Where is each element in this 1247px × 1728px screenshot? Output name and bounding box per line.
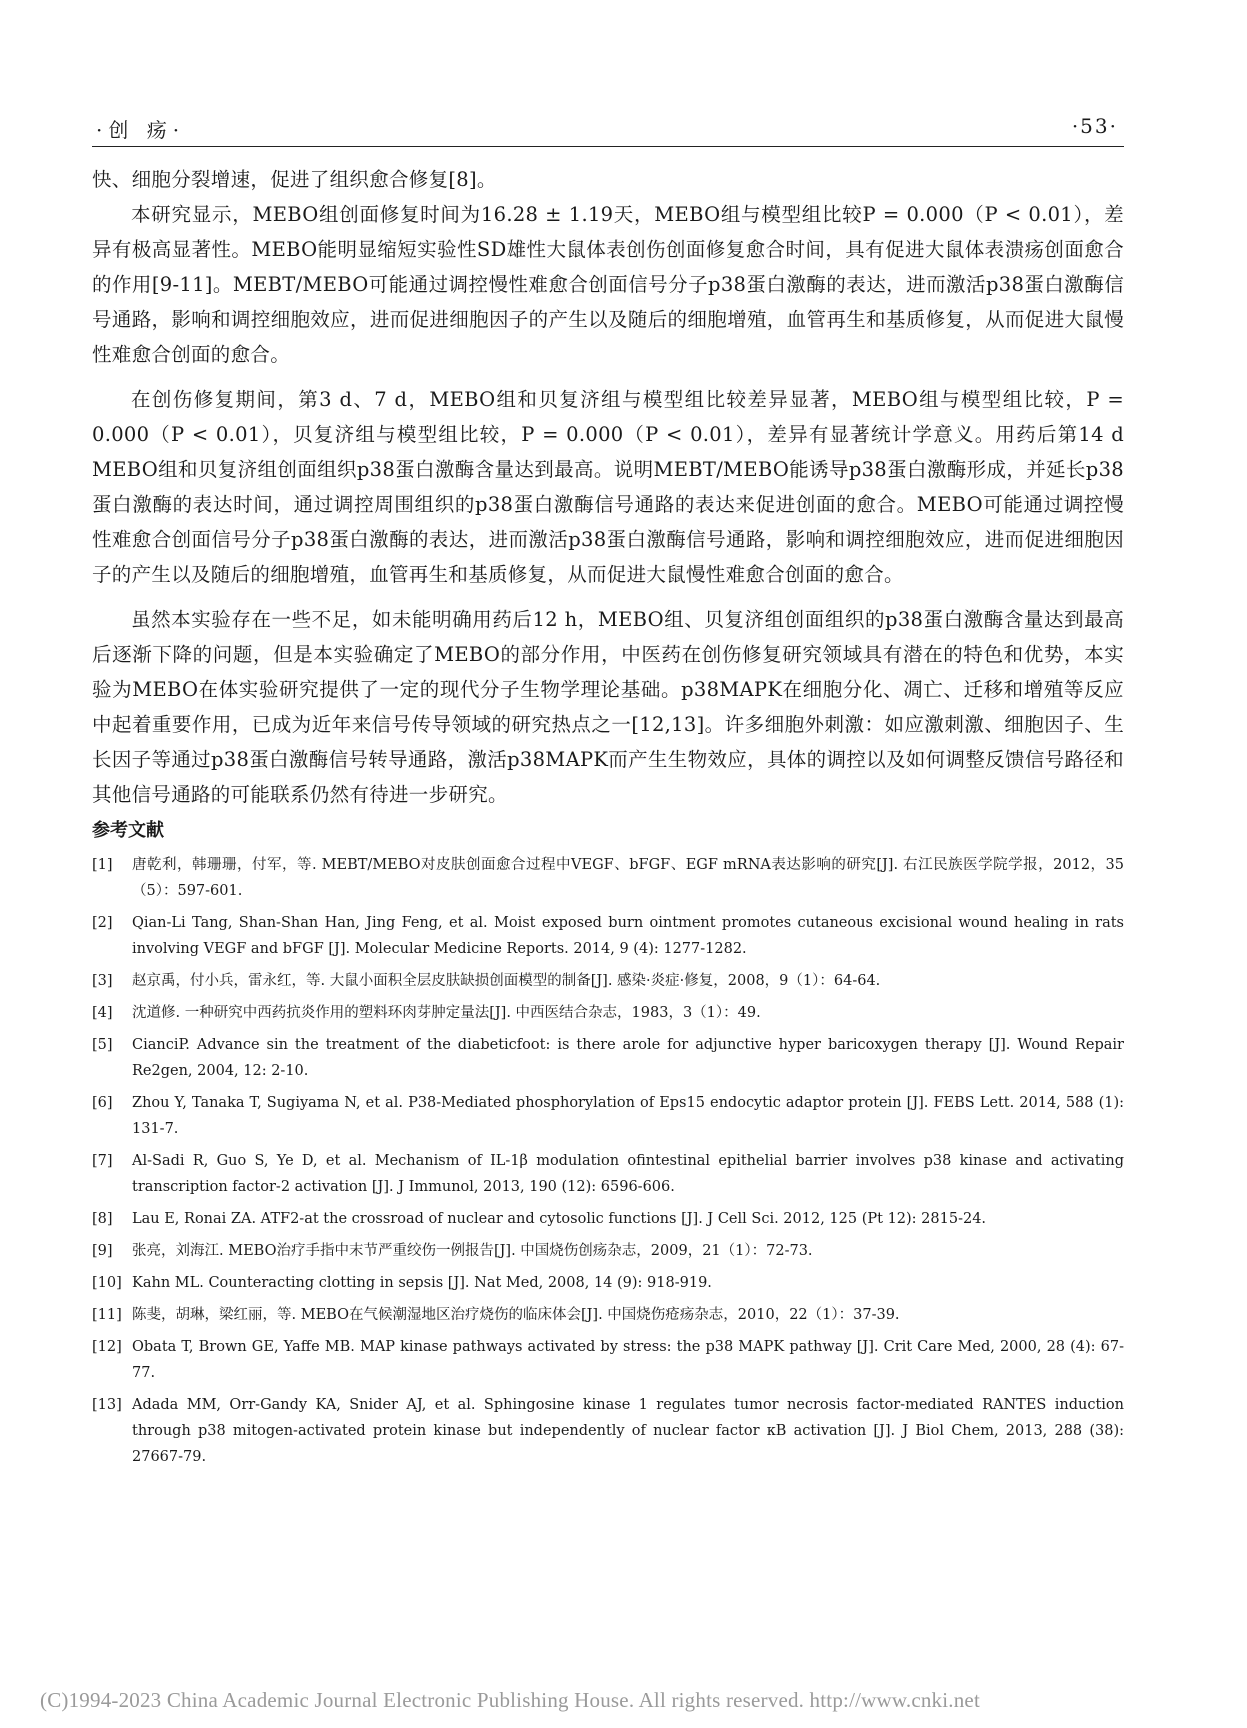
copyright-footer: (C)1994-2023 China Academic Journal Electronic Publishing House. All rights reserved. http://www.cnki.net [40,1688,980,1712]
reference-text: Zhou Y, Tanaka T, Sugiyama N, et al. P38-Mediated phosphorylation of Eps15 endocytic adaptor protein [J]. FEBS Lett. 2014, 588 (1): 131-7. [132,1095,1124,1137]
reference-item [92,1334,1124,1386]
reference-number: [8] [92,1211,113,1227]
reference-list [92,852,1124,1470]
reference-text: 唐乾利，韩珊珊，付军，等. MEBT/MEBO对皮肤创面愈合过程中VEGF、bFGF、EGF mRNA表达影响的研究[J]. 右江民族医学院学报，2012，35（5）：597-601. [132,857,1124,899]
reference-number: [3] [92,973,113,989]
reference-text: Qian-Li Tang, Shan-Shan Han, Jing Feng, et al. Moist exposed burn ointment promotes cutaneous excisional wound healing in rats involving VEGF and bFGF [J]. Molecular Medicine Reports. 2014, 9 (4): 1277-1282. [132,915,1124,957]
reference-number: [4] [92,1005,113,1021]
reference-number: [5] [92,1037,113,1053]
reference-text: 赵京禹，付小兵，雷永红，等. 大鼠小面积全层皮肤缺损创面模型的制备[J]. 感染·炎症·修复，2008，9（1）：64-64. [132,973,881,989]
running-header [92,110,1124,144]
reference-number: [12] [92,1339,122,1355]
reference-text: 陈斐，胡琳，梁红丽，等. MEBO在气候潮湿地区治疗烧伤的临床体会[J]. 中国烧伤疮疡杂志，2010，22（1）：37-39. [132,1307,900,1323]
reference-number: [6] [92,1095,113,1111]
reference-number: [1] [92,857,113,873]
reference-number: [2] [92,915,113,931]
reference-number: [9] [92,1243,113,1259]
reference-item [92,852,1124,904]
reference-text: Obata T, Brown GE, Yaffe MB. MAP kinase pathways activated by stress: the p38 MAPK pathway [J]. Crit Care Med, 2000, 28 (4): 67-77. [132,1339,1124,1381]
paragraph-1: 快、细胞分裂增速，促进了组织愈合修复[8]。 [92,168,497,191]
reference-item [92,1392,1124,1470]
article-body [92,162,1124,1476]
journal-section-title: ·创 疡· [96,118,186,142]
reference-text: Adada MM, Orr-Gandy KA, Snider AJ, et al. Sphingosine kinase 1 regulates tumor necrosis factor-mediated RANTES induction through p38 mitogen-activated protein kinase but independently of nuclear factor κB activation [J]. J Biol Chem, 2013, 288 (38): 27667-79. [132,1397,1124,1465]
reference-item [92,910,1124,962]
reference-text: 沈道修. 一种研究中西药抗炎作用的塑料环肉芽肿定量法[J]. 中西医结合杂志，1983，3（1）：49. [132,1005,761,1021]
reference-number: [10] [92,1275,122,1291]
reference-number: [7] [92,1153,113,1169]
references-heading: 参考文献 [92,820,164,841]
reference-item [92,1148,1124,1200]
reference-text: Al-Sadi R, Guo S, Ye D, et al. Mechanism of IL-1β modulation ofintestinal epithelial barrier involves p38 kinase and activating transcription factor-2 activation [J]. J Immunol, 2013, 190 (12): 6596-606. [132,1153,1124,1195]
reference-item [92,1270,1124,1296]
reference-number: [11] [92,1307,122,1323]
reference-item [92,1206,1124,1232]
page-number: ·53· [1071,114,1118,138]
reference-text: Lau E, Ronai ZA. ATF2-at the crossroad of nuclear and cytosolic functions [J]. J Cell Sci. 2012, 125 (Pt 12): 2815-24. [132,1211,987,1227]
reference-item [92,1032,1124,1084]
reference-item [92,1000,1124,1026]
paragraph-3: 在创伤修复期间，第3 d、7 d，MEBO组和贝复济组与模型组比较差异显著，MEBO组与模型组比较，P = 0.000（P < 0.01），贝复济组与模型组比较，P = 0.000（P < 0.01），差异有显著统计学意义。用药后第14 d MEBO组和贝复济组创面组织p38蛋白激酶含量达到最高。说明MEBT/MEBO能诱导p38蛋白激酶形成，并延长p38蛋白激酶的表达时间，通过调控周围组织的p38蛋白激酶信号通路的表达来促进创面的愈合。MEBO可能通过调控慢性难愈合创面信号分子p38蛋白激酶的表达，进而激活p38蛋白激酶信号通路，影响和调控细胞效应，进而促进细胞因子的产生以及随后的细胞增殖，血管再生和基质修复，从而促进大鼠慢性难愈合创面的愈合。 [92,388,1124,586]
reference-item [92,968,1124,994]
paragraph-4: 虽然本实验存在一些不足，如未能明确用药后12 h，MEBO组、贝复济组创面组织的p38蛋白激酶含量达到最高后逐渐下降的问题，但是本实验确定了MEBO的部分作用，中医药在创伤修复研究领域具有潜在的特色和优势，本实验为MEBO在体实验研究提供了一定的现代分子生物学理论基础。p38MAPK在细胞分化、凋亡、迁移和增殖等反应中起着重要作用，已成为近年来信号传导领域的研究热点之一[12,13]。许多细胞外刺激：如应激刺激、细胞因子、生长因子等通过p38蛋白激酶信号转导通路，激活p38MAPK而产生生物效应，具体的调控以及如何调整反馈信号路径和其他信号通路的可能联系仍然有待进一步研究。 [92,608,1124,806]
reference-item [92,1238,1124,1264]
reference-item [92,1090,1124,1142]
reference-text: Kahn ML. Counteracting clotting in sepsis [J]. Nat Med, 2008, 14 (9): 918-919. [132,1275,712,1291]
reference-number: [13] [92,1397,122,1413]
reference-text: CianciP. Advance sin the treatment of the diabeticfoot: is there arole for adjunctive hyper baricoxygen therapy [J]. Wound Repair Re2gen, 2004, 12: 2-10. [132,1037,1124,1079]
paragraph-2: 本研究显示，MEBO组创面修复时间为16.28 ± 1.19天，MEBO组与模型组比较P = 0.000（P < 0.01），差异有极高显著性。MEBO能明显缩短实验性SD雄性大鼠体表创伤创面修复愈合时间，具有促进大鼠体表溃疡创面愈合的作用[9-11]。MEBT/MEBO可能通过调控慢性难愈合创面信号分子p38蛋白激酶的表达，进而激活p38蛋白激酶信号通路，影响和调控细胞效应，进而促进细胞因子的产生以及随后的细胞增殖，血管再生和基质修复，从而促进大鼠慢性难愈合创面的愈合。 [92,203,1124,366]
header-rule [92,146,1124,147]
reference-text: 张亮，刘海江. MEBO治疗手指中末节严重绞伤一例报告[J]. 中国烧伤创疡杂志，2009，21（1）：72-73. [132,1243,813,1259]
reference-item [92,1302,1124,1328]
